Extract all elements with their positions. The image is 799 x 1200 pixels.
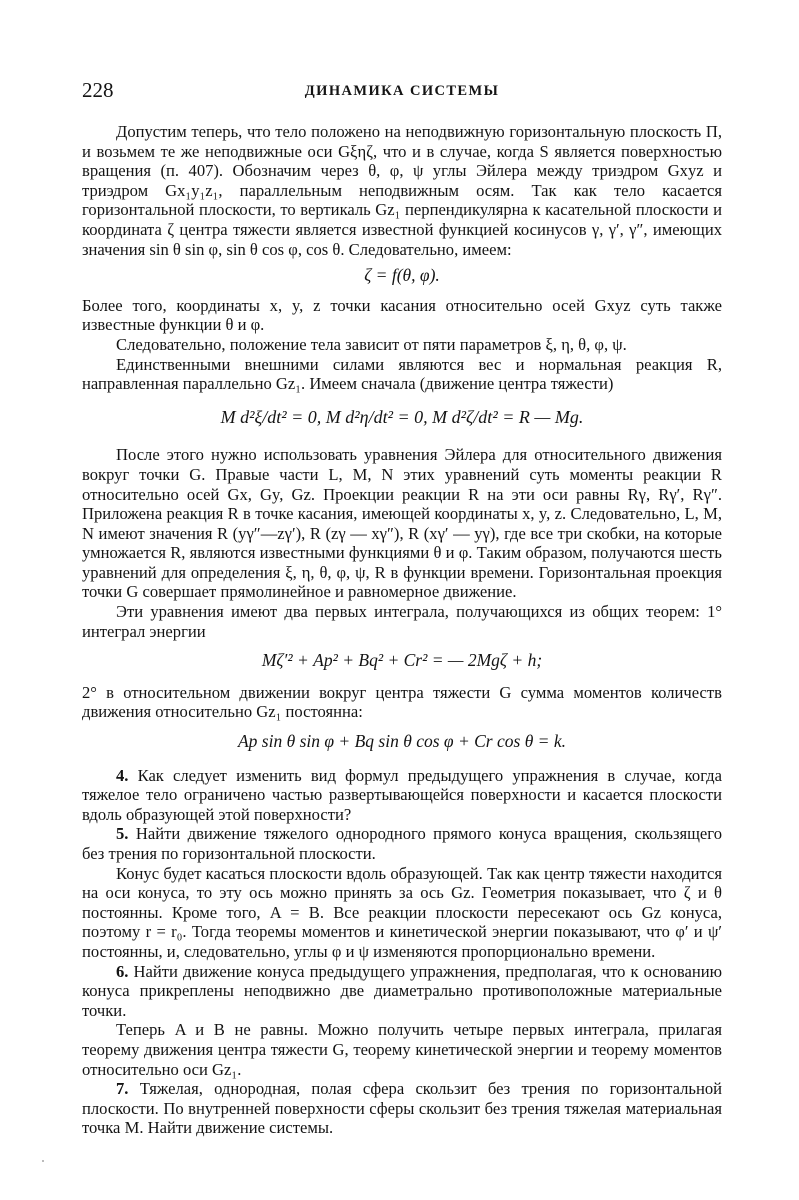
exercise-number: 5. xyxy=(116,824,129,844)
paragraph: Допустим теперь, что тело положено на неподвижную горизонтальную плоскость Π, и возьмем те же неподвижные оси Gξηζ, что и в случае, когда S является поверхностью вращения (п. 407). Обозначим через θ, φ, ψ углы Эйлера между триэдром Gxyz и триэдром Gx₁y₁z₁, параллельным неподвижным осям. Так как тело касается горизонтальной плоскости, то вертикаль Gz₁ перпендикулярна к касательной плоскости и координата ζ центра тяжести является известной функцией косинусов γ, γ′, γ″, имеющих значения sin θ sin φ, sin θ cos φ, cos θ. Следовательно, имеем: xyxy=(82,122,722,259)
running-head: ДИНАМИКА СИСТЕМЫ xyxy=(304,83,500,99)
page-body xyxy=(82,122,722,1138)
paragraph: Более того, координаты x, y, z точки касания относительно осей Gxyz суть также известные функции θ и φ. xyxy=(82,295,722,335)
exercise xyxy=(82,824,722,863)
paragraph: Теперь A и B не равны. Можно получить четыре первых интеграла, прилагая теорему движения центра тяжести G, теорему кинетической энергии и теорему моментов относительно оси Gz₁. xyxy=(82,1020,722,1079)
formula: M d²ξ/dt² = 0, M d²η/dt² = 0, M d²ζ/dt² = R — Mg. xyxy=(220,406,584,427)
exercise-text: Тяжелая, однородная, полая сфера скользит без трения по горизонтальной плоскости. По внутренней поверхности сферы скользит без трения тяжелая материальная точка M. Найти движение системы. xyxy=(82,1079,722,1138)
exercise-number: 4. xyxy=(116,765,129,785)
formula: ζ = f(θ, φ). xyxy=(364,265,440,286)
paragraph: Единственными внешними силами являются вес и нормальная реакция R, направленная параллельно Gz₁. Имеем сначала (движение центра тяжести) xyxy=(82,354,722,394)
paragraph: Эти уравнения имеют два первых интеграла, получающихся из общих теорем: 1° интеграл энергии xyxy=(82,602,722,641)
formula: Mζ′² + Ap² + Bq² + Cr² = — 2Mgζ + h; xyxy=(261,650,543,671)
exercise xyxy=(82,766,722,825)
exercise-text: Найти движение конуса предыдущего упражнения, предполагая, что к основанию конуса прикреплены неподвижно две диаметрально противоположные материальные точки. xyxy=(82,961,722,1020)
page-header xyxy=(82,78,722,104)
paragraph: Конус будет касаться плоскости вдоль образующей. Так как центр тяжести находится на оси конуса, то эту ось можно принять за ось Gz. Геометрия показывает, что ζ и θ постоянны. Кроме того, A = B. Все реакции плоскости пересекают ось Gz конуса, поэтому r = r₀. Тогда теоремы моментов и кинетической энергии показывают, что φ′ и ψ′ постоянны, и, следовательно, углы φ и ψ изменяются пропорционально времени. xyxy=(82,863,722,961)
exercise-number: 6. xyxy=(116,961,129,981)
exercise xyxy=(82,962,722,1021)
formula: Ap sin θ sin φ + Bq sin θ cos φ + Cr cos θ = k. xyxy=(237,731,566,752)
exercise-text: Найти движение тяжелого однородного прямого конуса вращения, скользящего без трения по горизонтальной плоскости. xyxy=(82,824,722,863)
page-number: 228 xyxy=(82,78,114,102)
exercise xyxy=(82,1079,722,1138)
exercise-number: 7. xyxy=(116,1079,129,1099)
paragraph: После этого нужно использовать уравнения Эйлера для относительного движения вокруг точки G. Правые части L, M, N этих уравнений суть моменты реакции R относительно осей Gx, Gy, Gz. Проекции реакции R на эти оси равны Rγ, Rγ′, Rγ″. Приложена реакция R в точке касания, имеющей координаты x, y, z. Следовательно, L, M, N имеют значения R (yγ″—zγ′), R (zγ — xγ″), R (xγ′ — yγ), где все три скобки, на которые умножается R, являются известными функциями θ и φ. Таким образом, получаются шесть уравнений для определения ξ, η, θ, φ, ψ, R в функции времени. Горизонтальная проекция точки G совершает прямолинейное и равномерное движение. xyxy=(82,445,722,602)
exercise-text: Как следует изменить вид формул предыдущего упражнения в случае, когда тяжелое тело ограничено частью развертывающейся поверхности и касается плоскости вдоль образующей этой поверхности? xyxy=(82,765,722,824)
scan-speck xyxy=(42,1160,44,1162)
paragraph: Следовательно, положение тела зависит от пяти параметров ξ, η, θ, φ, ψ. xyxy=(116,334,627,354)
paragraph: 2° в относительном движении вокруг центра тяжести G сумма моментов количеств движения относительно Gz₁ постоянна: xyxy=(82,682,722,722)
